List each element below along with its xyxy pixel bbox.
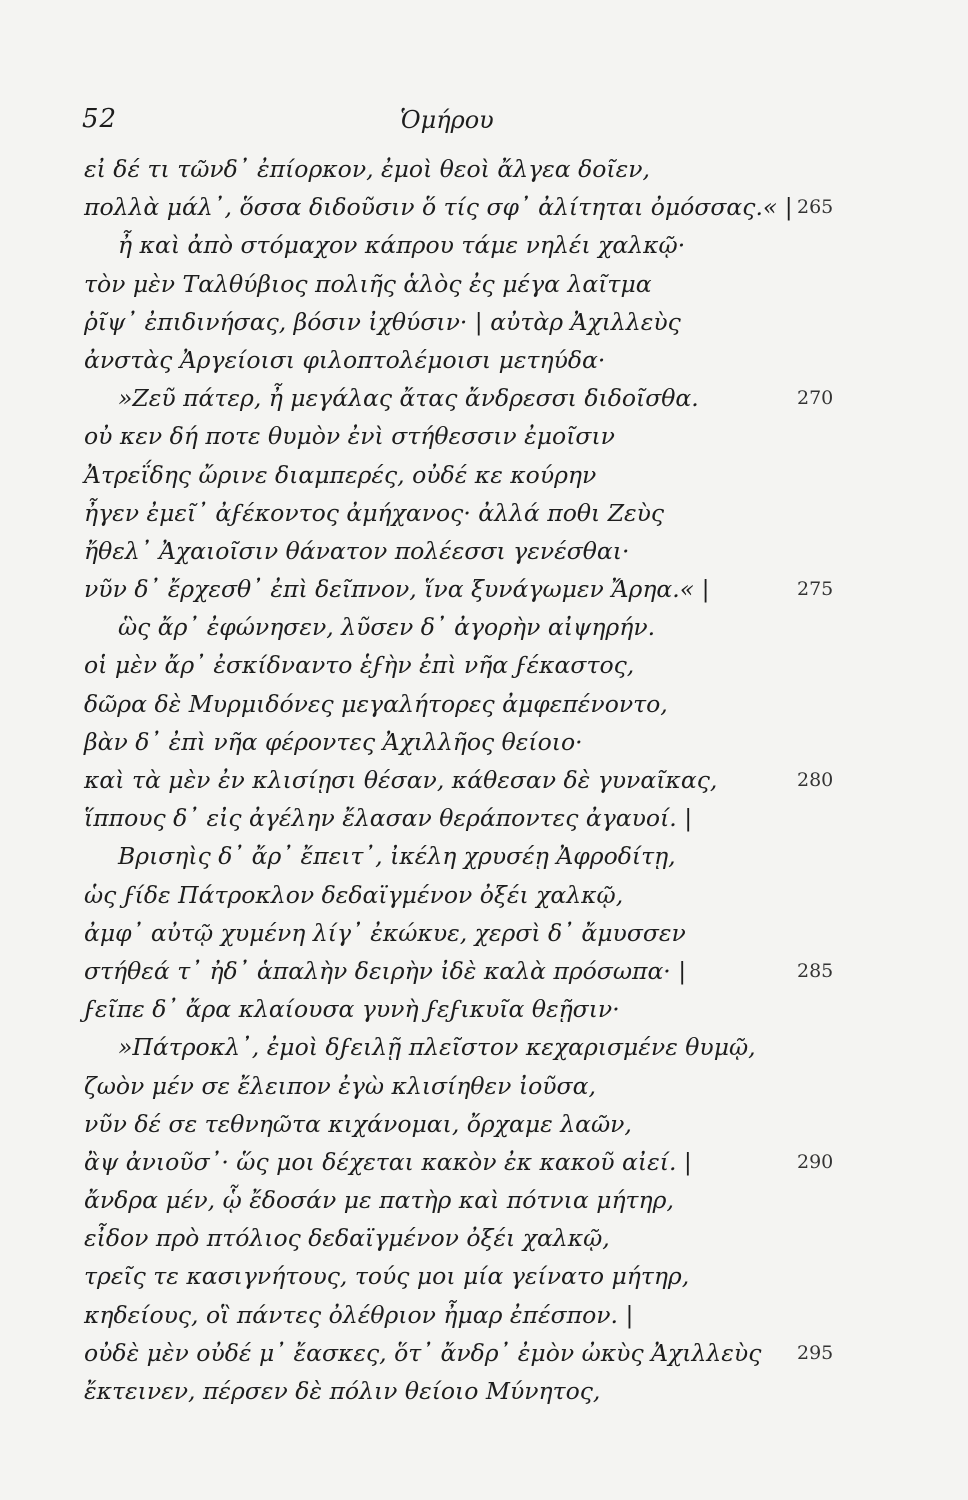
verse-text: ἤθελ᾽ Ἀχαιοῖσιν θάνατον πολέεσσι γενέσθαι·	[84, 536, 630, 565]
verse-text: ἦ καὶ ἀπὸ στόμαχον κάπρου τάμε νηλέι χαλκῷ·	[118, 231, 686, 260]
verse-line	[0, 914, 968, 952]
verse-text: πολλὰ μάλ᾽, ὅσσα διδοῦσιν ὅ τίς σφ᾽ ἀλίτηται ὀμόσσας.« |	[84, 193, 793, 222]
verse-text: ϝεῖπε δ᾽ ἄρα κλαίουσα γυνὴ ϝεϝικυῖα θεῇσιν·	[84, 995, 620, 1024]
verse-line	[0, 837, 968, 875]
line-number: 275	[797, 578, 834, 601]
verse-text: ῥῖψ᾽ ἐπιδινήσας, βόσιν ἰχθύσιν· | αὐτὰρ Ἀχιλλεὺς	[84, 307, 681, 336]
verse-text: ὣς ἄρ᾽ ἐφώνησεν, λῦσεν δ᾽ ἀγορὴν αἰψηρήν.	[118, 613, 656, 642]
verse-line	[0, 341, 968, 379]
verse-text: δῶρα δὲ Μυρμιδόνες μεγαλήτορες ἀμφεπένοντο,	[84, 689, 668, 718]
verse-text: οὐδὲ μὲν οὐδέ μ᾽ ἔασκες, ὅτ᾽ ἄνδρ᾽ ἐμὸν ὠκὺς Ἀχιλλεὺς	[84, 1338, 762, 1367]
verse-line	[0, 990, 968, 1028]
verse-text: ἔκτεινεν, πέρσεν δὲ πόλιν θείοιο Μύνητος,	[84, 1377, 601, 1405]
verse-text: ὡς ϝίδε Πάτροκλον δεδαϊγμένον ὀξέι χαλκῷ,	[84, 880, 624, 909]
verse-line	[0, 723, 968, 761]
verse-line	[0, 952, 968, 990]
verse-text: Βρισηὶς δ᾽ ἄρ᾽ ἔπειτ᾽, ἰκέλη χρυσέῃ Ἀφροδίτῃ,	[118, 842, 676, 871]
verse-line	[0, 532, 968, 570]
verse-line	[0, 1105, 968, 1143]
page-number: 52	[82, 104, 118, 134]
verse-text: ἂψ ἀνιοῦσ᾽· ὥς μοι δέχεται κακὸν ἐκ κακοῦ αἰεί. |	[84, 1147, 692, 1176]
verse-line	[0, 1257, 968, 1295]
verse-text: ζωὸν μέν σε ἔλειπον ἐγὼ κλισίηθεν ἰοῦσα,	[84, 1071, 596, 1100]
verse-line	[0, 226, 968, 264]
line-number: 290	[797, 1150, 834, 1173]
verse-text: οἱ μὲν ἄρ᾽ ἐσκίδναντο ἑϝὴν ἐπὶ νῆα ϝέκαστος,	[84, 651, 635, 680]
verse-line	[0, 1067, 968, 1105]
verse-text: νῦν δέ σε τεθνηῶτα κιχάνομαι, ὄρχαμε λαῶν,	[84, 1109, 632, 1138]
verse-line	[0, 265, 968, 303]
verse-line	[0, 608, 968, 646]
verse-line	[0, 799, 968, 837]
verse-line	[0, 685, 968, 723]
verse-line	[0, 761, 968, 799]
line-number: 280	[797, 769, 834, 791]
verse-line	[0, 646, 968, 684]
verse-line	[0, 1143, 968, 1181]
verse-line	[0, 303, 968, 341]
verse-line	[0, 1219, 968, 1257]
verse-line	[0, 1028, 968, 1066]
verse-text: στήθεά τ᾽ ἠδ᾽ ἁπαλὴν δειρὴν ἰδὲ καλὰ πρόσωπα· |	[84, 956, 687, 985]
verse-line	[0, 570, 968, 608]
verse-line	[0, 379, 968, 417]
verse-text: τρεῖς τε κασιγνήτους, τούς μοι μία γείνατο μήτηρ,	[84, 1262, 690, 1291]
verse-text: νῦν δ᾽ ἔρχεσθ᾽ ἐπὶ δεῖπνον, ἵνα ξυνάγωμεν Ἄρηα.« |	[84, 575, 710, 604]
verse-line	[0, 150, 968, 188]
verse-text: ἵππους δ᾽ εἰς ἀγέλην ἔλασαν θεράποντες ἀγαυοί. |	[84, 804, 693, 833]
verse-text: τὸν μὲν Ταλθύβιος πολιῆς ἁλὸς ἐς μέγα λαῖτμα	[84, 269, 652, 298]
verse-text: εἶδον πρὸ πτόλιος δεδαϊγμένον ὀξέι χαλκῷ,	[84, 1224, 610, 1253]
verse-line	[0, 1334, 968, 1372]
verse-text: καὶ τὰ μὲν ἐν κλισίῃσι θέσαν, κάθεσαν δὲ γυναῖκας,	[84, 766, 718, 794]
line-number: 265	[797, 196, 834, 219]
verse-text: »Πάτροκλ᾽, ἐμοὶ δϝειλῇ πλεῖστον κεχαρισμένε θυμῷ,	[118, 1033, 756, 1062]
line-number: 285	[797, 959, 834, 982]
verse-block	[0, 150, 968, 1410]
verse-line	[0, 456, 968, 494]
verse-text: ἀνστὰς Ἀργείοισι φιλοπτολέμοισι μετηύδα·	[84, 345, 606, 374]
verse-text: ἄνδρα μέν, ᾧ ἔδοσάν με πατὴρ καὶ πότνια μήτηρ,	[84, 1186, 674, 1215]
verse-text: ἦγεν ἐμεῖ᾽ ἀϝέκοντος ἀμήχανος· ἀλλά ποθι Ζεὺς	[84, 498, 665, 527]
verse-text: οὐ κεν δή ποτε θυμὸν ἐνὶ στήθεσσιν ἐμοῖσιν	[84, 422, 615, 451]
line-number: 270	[797, 387, 834, 410]
verse-line	[0, 188, 968, 226]
verse-line	[0, 494, 968, 532]
running-head: Ὁμήρου	[400, 106, 494, 134]
line-number: 295	[797, 1341, 834, 1364]
verse-text: εἰ δέ τι τῶνδ᾽ ἐπίορκον, ἐμοὶ θεοὶ ἄλγεα δοῖεν,	[84, 155, 650, 183]
verse-line	[0, 1372, 968, 1410]
verse-text: Ἀτρεΐδης ὤρινε διαμπερές, οὐδέ κε κούρην	[84, 460, 597, 489]
verse-text: βὰν δ᾽ ἐπὶ νῆα φέροντες Ἀχιλλῆος θείοιο·	[84, 727, 583, 756]
verse-text: »Ζεῦ πάτερ, ἦ μεγάλας ἄτας ἄνδρεσσι διδοῖσθα.	[118, 384, 699, 413]
verse-line	[0, 876, 968, 914]
verse-line	[0, 417, 968, 455]
verse-line	[0, 1181, 968, 1219]
verse-text: ἀμφ᾽ αὐτῷ χυμένη λίγ᾽ ἐκώκυε, χερσὶ δ᾽ ἄμυσσεν	[84, 918, 686, 947]
verse-line	[0, 1296, 968, 1334]
verse-text: κηδείους, οἳ πάντες ὀλέθριον ἦμαρ ἐπέσπον. |	[84, 1300, 634, 1329]
